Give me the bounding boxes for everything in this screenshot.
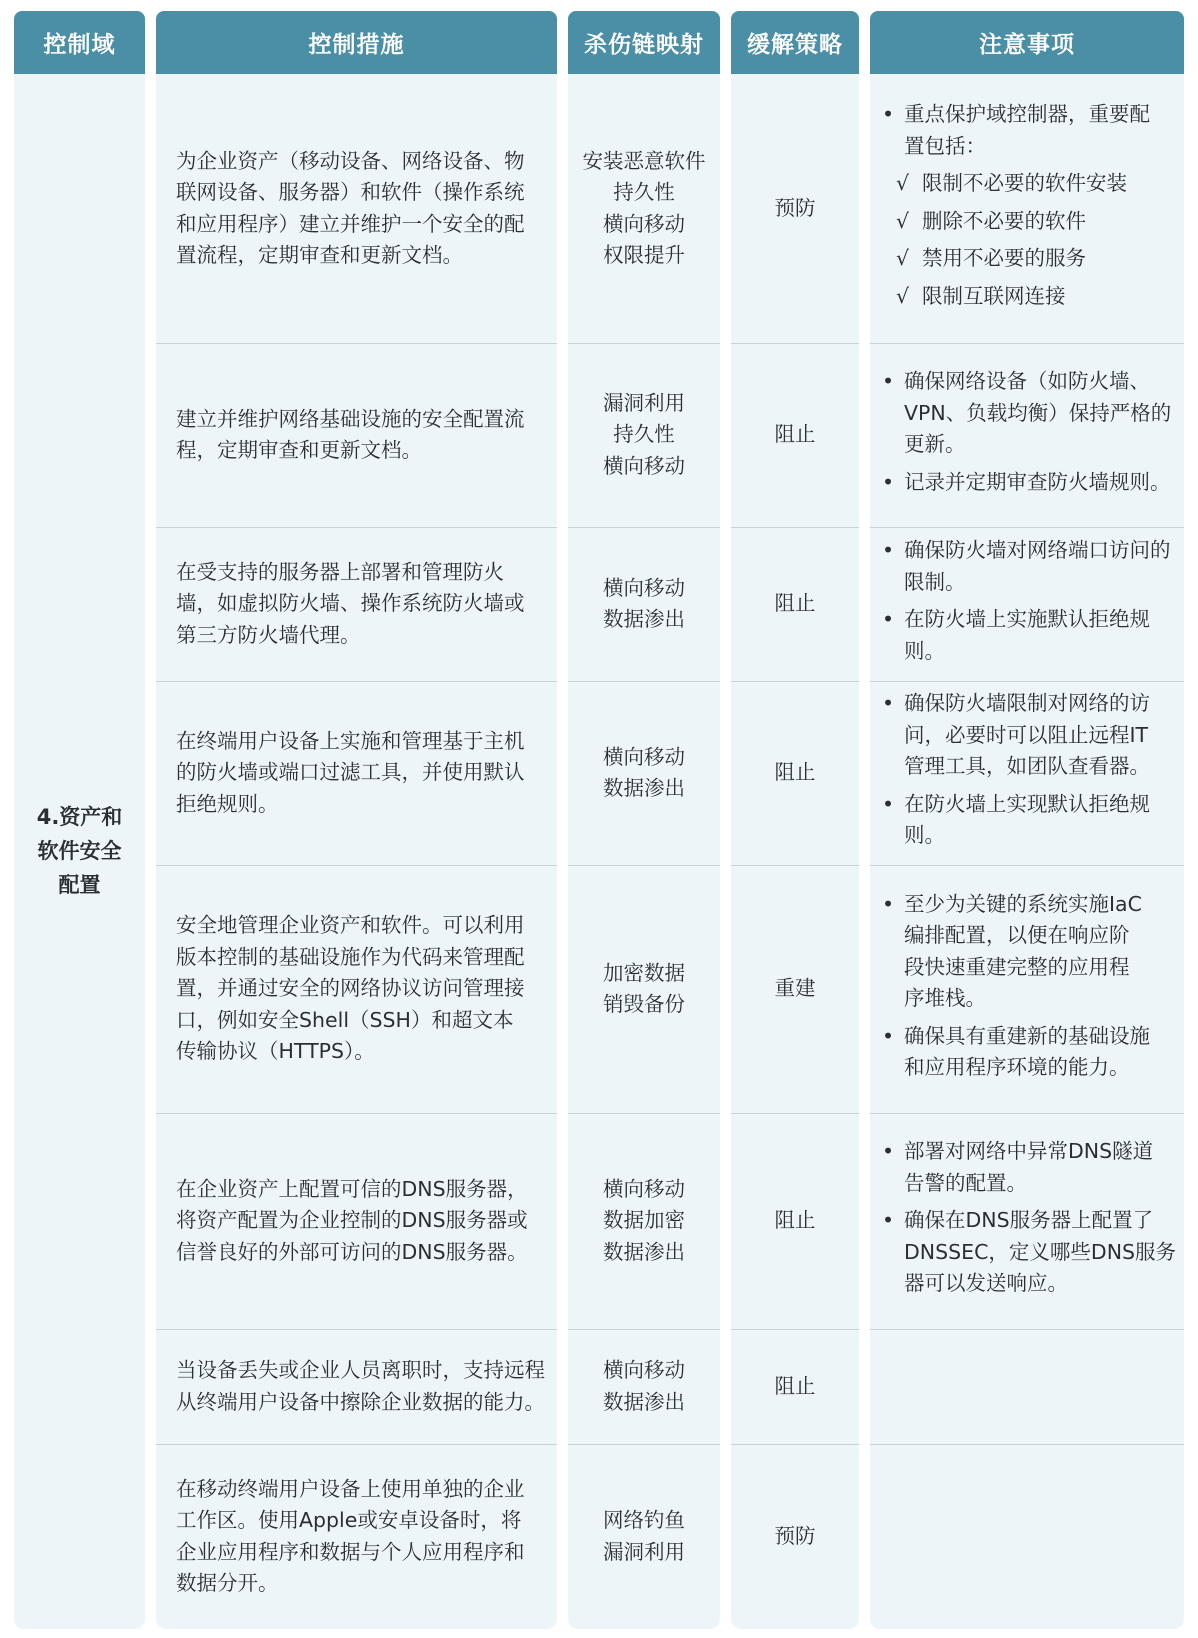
control-measure-text: 安全地管理企业资产和软件。可以利用 版本控制的基础设施作为代码来管理配 置，并通过安全的网络协议访问管理接 口，例如安全Shell（SSH）和超文本 传输协议（HTTPS）。 <box>176 913 525 1064</box>
bullet-icon: • <box>882 469 895 494</box>
control-measure-text: 为企业资产（移动设备、网络设备、物 联网设备、服务器）和软件（操作系统 和应用程序）建立并维护一个安全的配 置流程，定期审查和更新文档。 <box>176 148 525 267</box>
killchain-text: 加密数据 销毁备份 <box>603 960 685 1016</box>
killchain-cell <box>568 1329 720 1444</box>
note-text: 确保在DNS服务器上配置了 DNSSEC，定义哪些DNS服务 器可以发送响应。 <box>904 1208 1177 1296</box>
note-item <box>882 688 1180 783</box>
note-text: 确保防火墙对网络端口访问的 限制。 <box>904 538 1171 594</box>
strategy-text: 阻止 <box>774 422 816 447</box>
killchain-text: 横向移动 数据渗出 <box>603 1358 685 1414</box>
strategy-cell <box>731 1329 859 1444</box>
notes-cell <box>882 74 1180 343</box>
bullet-icon: • <box>882 607 895 631</box>
check-icon: √ <box>896 208 910 233</box>
notes-cell <box>882 1113 1180 1329</box>
strategy-text: 阻止 <box>774 591 816 616</box>
note-text: 部署对网络中异常DNS隧道 告警的配置。 <box>904 1139 1154 1195</box>
note-item <box>882 604 1180 667</box>
strategy-text: 预防 <box>774 195 816 220</box>
control-measure-text: 在终端用户设备上实施和管理基于主机 的防火墙或端口过滤工具，并使用默认 拒绝规则。 <box>176 728 525 816</box>
killchain-cell <box>568 1444 720 1629</box>
notes-list <box>882 889 1150 1090</box>
bullet-icon: • <box>882 538 895 562</box>
strategy-cell <box>731 865 859 1113</box>
bullet-icon: • <box>882 1208 895 1233</box>
note-text: 至少为关键的系统实施IaC 编排配置，以便在响应阶 段快速重建完整的应用程 序堆栈。 <box>904 891 1142 1010</box>
strategy-cell <box>731 74 859 343</box>
control-measure-cell <box>176 1113 547 1329</box>
note-text: 删除不必要的软件 <box>922 208 1086 233</box>
bullet-icon: • <box>882 891 895 916</box>
note-subitem <box>882 281 1150 313</box>
header-control-measure: 控制措施 <box>156 11 557 74</box>
note-text: 确保防火墙限制对网络的访 问，必要时可以阻止远程IT 管理工具，如团队查看器。 <box>904 691 1150 779</box>
notes-list <box>882 688 1180 858</box>
killchain-text: 网络钓鱼 漏洞利用 <box>603 1508 685 1564</box>
note-item <box>882 889 1150 1015</box>
notes-list <box>882 366 1171 504</box>
control-measure-text: 在企业资产上配置可信的DNS服务器， 将资产配置为企业控制的DNS服务器或 信誉良好的外部可访问的DNS服务器。 <box>176 1176 528 1264</box>
strategy-text: 阻止 <box>774 760 816 785</box>
control-measure-text: 在移动终端用户设备上使用单独的企业 工作区。使用Apple或安卓设备时，将 企业应用程序和数据与个人应用程序和 数据分开。 <box>176 1476 525 1595</box>
strategy-text: 阻止 <box>774 1208 816 1233</box>
note-text: 限制不必要的软件安装 <box>922 171 1127 195</box>
strategy-cell <box>731 1444 859 1629</box>
header-strategy: 缓解策略 <box>731 11 859 74</box>
strategy-text: 预防 <box>774 1523 816 1548</box>
note-text: 在防火墙上实施默认拒绝规则。 <box>904 607 1150 663</box>
strategy-text: 重建 <box>774 976 816 1001</box>
note-item <box>882 1205 1176 1300</box>
note-text: 限制互联网连接 <box>922 283 1066 308</box>
control-measure-text: 在受支持的服务器上部署和管理防火 墙，如虚拟防火墙、操作系统防火墙或 第三方防火墙代理。 <box>176 559 525 647</box>
killchain-cell <box>568 681 720 865</box>
killchain-text: 横向移动 数据渗出 <box>603 744 685 800</box>
strategy-cell <box>731 1113 859 1329</box>
notes-cell <box>882 527 1180 681</box>
control-measure-cell <box>176 74 547 343</box>
header-killchain: 杀伤链映射 <box>568 11 720 74</box>
strategy-text: 阻止 <box>774 1373 816 1398</box>
note-text: 确保具有重建新的基础设施 和应用程序环境的能力。 <box>904 1023 1150 1079</box>
notes-cell <box>882 1329 1180 1444</box>
note-item <box>882 789 1180 852</box>
bullet-icon: • <box>882 369 895 393</box>
notes-list <box>882 99 1150 318</box>
control-measure-cell <box>176 865 547 1113</box>
control-measure-cell <box>176 1444 547 1629</box>
control-measure-cell <box>176 1329 547 1444</box>
killchain-cell <box>568 74 720 343</box>
bullet-icon: • <box>882 691 895 716</box>
strategy-cell <box>731 343 859 527</box>
notes-cell <box>882 1444 1180 1629</box>
note-text: 在防火墙上实现默认拒绝规则。 <box>904 791 1150 848</box>
note-subitem <box>882 168 1150 200</box>
control-measure-text: 当设备丢失或企业人员离职时，支持远程 从终端用户设备中擦除企业数据的能力。 <box>176 1358 545 1414</box>
header-notes: 注意事项 <box>870 11 1184 74</box>
check-icon: √ <box>896 171 910 195</box>
note-text: 确保网络设备（如防火墙、 VPN、负载均衡）保持严格的 更新。 <box>904 369 1172 456</box>
note-item <box>882 535 1180 598</box>
note-item <box>882 467 1171 499</box>
note-item <box>882 1021 1150 1084</box>
note-text: 记录并定期审查防火墙规则。 <box>904 469 1171 494</box>
killchain-cell <box>568 865 720 1113</box>
notes-cell <box>882 343 1180 527</box>
notes-list <box>882 535 1180 673</box>
note-item <box>882 366 1171 461</box>
control-measure-cell <box>176 343 547 527</box>
header-domain: 控制域 <box>14 11 145 74</box>
killchain-text: 安装恶意软件 持久性 横向移动 权限提升 <box>582 148 706 267</box>
control-measure-cell <box>176 527 547 681</box>
killchain-text: 漏洞利用 持久性 横向移动 <box>603 390 685 478</box>
bullet-icon: • <box>882 102 895 126</box>
note-item <box>882 99 1150 162</box>
notes-cell <box>882 865 1180 1113</box>
strategy-cell <box>731 681 859 865</box>
bullet-icon: • <box>882 1139 895 1164</box>
notes-cell <box>882 681 1180 865</box>
killchain-cell <box>568 343 720 527</box>
note-subitem <box>882 206 1150 238</box>
killchain-cell <box>568 1113 720 1329</box>
bullet-icon: • <box>882 791 895 816</box>
killchain-text: 横向移动 数据渗出 <box>603 575 685 631</box>
note-text: 禁用不必要的服务 <box>922 246 1086 270</box>
check-icon: √ <box>896 246 910 270</box>
bullet-icon: • <box>882 1023 895 1048</box>
check-icon: √ <box>896 283 910 308</box>
strategy-cell <box>731 527 859 681</box>
control-measure-cell <box>176 681 547 865</box>
notes-list <box>882 1136 1176 1306</box>
control-domain-label: 4.资产和 软件安全 配置 <box>36 805 123 897</box>
killchain-cell <box>568 527 720 681</box>
note-text: 重点保护域控制器，重要配 置包括： <box>904 102 1150 158</box>
killchain-text: 横向移动 数据加密 数据渗出 <box>603 1176 685 1264</box>
control-measure-text: 建立并维护网络基础设施的安全配置流 程，定期审查和更新文档。 <box>176 406 525 462</box>
note-subitem <box>882 243 1150 275</box>
note-item <box>882 1136 1176 1199</box>
